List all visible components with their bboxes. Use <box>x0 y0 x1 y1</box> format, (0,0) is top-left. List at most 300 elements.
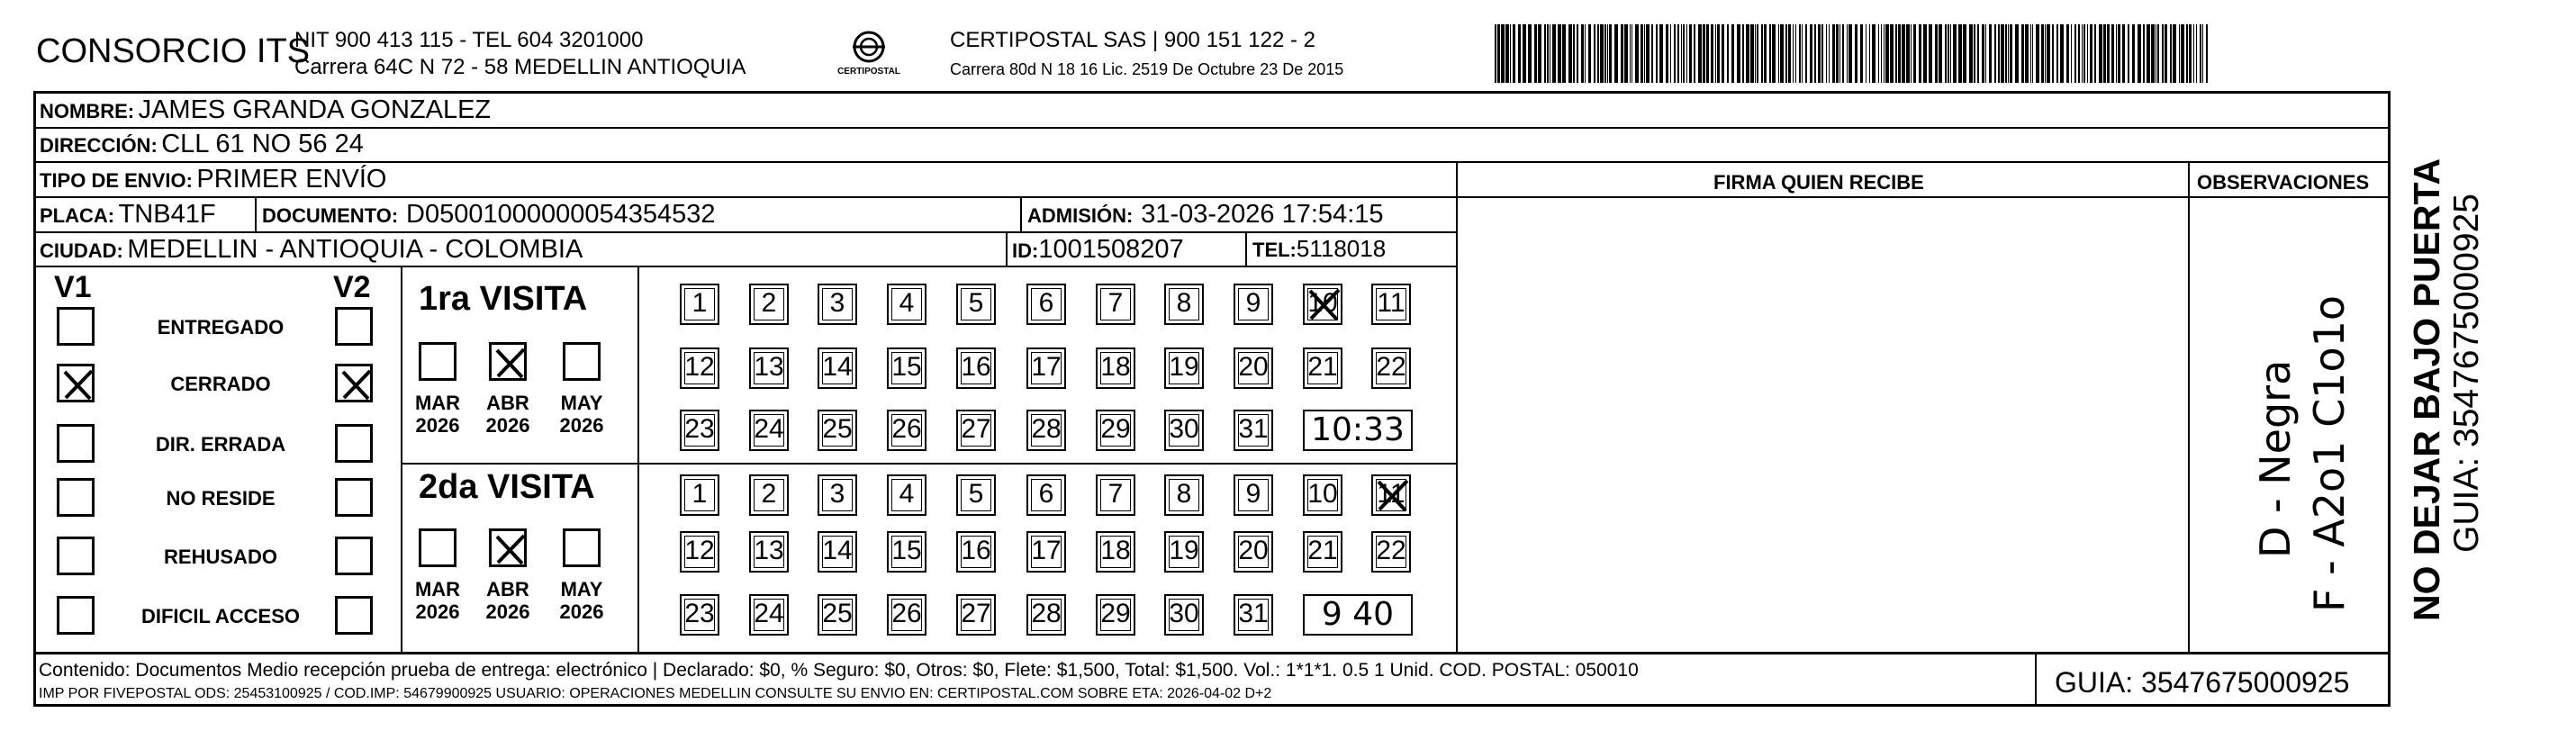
observacion-handwritten-1: D - Negra <box>2251 359 2300 558</box>
barcode-bar <box>1969 24 1973 83</box>
direccion-value: CLL 61 NO 56 24 <box>161 130 364 158</box>
visit2-days-day-3[interactable]: 3 <box>818 474 857 516</box>
barcode-bar <box>2116 24 2117 83</box>
barcode-bar <box>1769 24 1771 83</box>
visit2-days-day-21[interactable]: 21 <box>1303 531 1342 573</box>
company-address: Carrera 64C N 72 - 58 MEDELLIN ANTIOQUIA <box>294 55 746 79</box>
x-mark-icon <box>492 345 529 383</box>
barcode-bar <box>1902 24 1905 83</box>
barcode-bar <box>1911 24 1912 83</box>
barcode-bar <box>1621 24 1623 83</box>
x-mark-icon <box>492 531 529 569</box>
visit2-days-day-31[interactable]: 31 <box>1234 594 1273 636</box>
visit2-days-day-6[interactable]: 6 <box>1026 474 1066 516</box>
visit2-days-day-8[interactable]: 8 <box>1164 474 1204 516</box>
visit2-days-day-30[interactable]: 30 <box>1164 594 1204 636</box>
barcode-bar <box>2162 24 2164 83</box>
barcode-bar <box>1948 24 1949 83</box>
status-label-4: REHUSADO <box>164 546 277 568</box>
barcode-bar <box>1842 24 1844 83</box>
barcode-bar <box>2052 24 2054 83</box>
barcode-bar <box>1793 24 1794 83</box>
barcode-bar <box>1826 24 1827 83</box>
visit2-days-day-26[interactable]: 26 <box>887 594 926 636</box>
barcode-bar <box>1890 24 1894 83</box>
barcode-bar <box>1848 24 1852 83</box>
barcode-bar <box>2010 24 2012 83</box>
documento-value: D05001000000054354532 <box>406 200 716 229</box>
v1-checkbox-0[interactable] <box>57 307 95 346</box>
barcode-bar <box>1898 24 1901 83</box>
barcode-bar <box>1544 24 1546 83</box>
barcode-bar <box>1624 24 1628 83</box>
barcode-bar <box>1958 24 1962 83</box>
barcode-bar <box>2066 24 2069 83</box>
barcode-bar <box>1742 24 1744 83</box>
barcode-bar <box>1935 24 1938 83</box>
barcode-bar <box>1860 24 1863 83</box>
visit2-days-day-1[interactable]: 1 <box>680 474 719 516</box>
barcode-bar <box>1929 24 1932 83</box>
barcode-bar <box>2005 24 2007 83</box>
visit2-title: 2da VISITA <box>419 468 595 506</box>
visit1-months-label-1: ABR 2026 <box>485 392 530 438</box>
visit1-days-day-31[interactable]: 31 <box>1234 410 1273 451</box>
nombre-row: NOMBRE: JAMES GRANDA GONZALEZ <box>40 95 492 124</box>
footer-content: Contenido: Documentos Medio recepción prueba de entrega: electrónico | Declarado: $0, % Seguro: $0, Otros: $0, Flete: $1,500, Total: $1,500. Vol.: 1*1*1. 0.5 1 Unid. COD. POSTAL: 050010 <box>39 660 1639 681</box>
barcode-bar <box>1573 24 1575 83</box>
barcode-bar <box>1501 24 1505 83</box>
barcode-bar <box>2181 24 2184 83</box>
barcode-bar <box>1878 24 1879 83</box>
visit2-months-label-0: MAR 2026 <box>414 578 461 624</box>
barcode-bar <box>1836 24 1839 83</box>
id-row: ID:1001508207 <box>1012 235 1184 264</box>
barcode-bar <box>1761 24 1763 83</box>
barcode-bar <box>1982 24 1984 83</box>
v2-checkbox-0[interactable] <box>335 307 373 346</box>
barcode-bar <box>1659 24 1663 83</box>
visit2-days-day-12[interactable]: 12 <box>680 531 719 573</box>
visit2-months-checkbox-1[interactable] <box>489 528 527 567</box>
visit2-days-day-9[interactable]: 9 <box>1234 474 1273 516</box>
barcode-bar <box>1780 24 1784 83</box>
visit2-days-day-11[interactable]: 11 <box>1371 474 1411 516</box>
visit2-days-day-5[interactable]: 5 <box>956 474 996 516</box>
id-value: 1001508207 <box>1038 235 1184 264</box>
visit2-months-checkbox-0[interactable] <box>419 528 456 567</box>
x-mark-icon <box>1305 285 1344 325</box>
barcode-bar <box>2094 24 2096 83</box>
barcode-bar <box>1534 24 1537 83</box>
barcode-bar <box>1614 24 1618 83</box>
barcode-bar <box>2078 24 2080 83</box>
barcode-bar <box>1746 24 1749 83</box>
barcode-bar <box>1577 24 1578 83</box>
visit2-days-day-4[interactable]: 4 <box>887 474 926 516</box>
visit1-days-day-24[interactable]: 24 <box>749 410 789 451</box>
side-warning: NO DEJAR BAJO PUERTA <box>2406 158 2447 621</box>
barcode-bar <box>1656 24 1658 83</box>
barcode-bar <box>2103 24 2106 83</box>
barcode-bar <box>1919 24 1921 83</box>
barcode-bar <box>1814 24 1816 83</box>
firma-header: FIRMA QUIEN RECIBE <box>1713 171 1924 194</box>
barcode-bar <box>1885 24 1889 83</box>
barcode-bar <box>1764 24 1767 83</box>
barcode-bar <box>1994 24 1996 83</box>
barcode-bar <box>1923 24 1927 83</box>
placa-value: TNB41F <box>118 200 216 229</box>
visit1-days-day-25[interactable]: 25 <box>818 410 857 451</box>
v2-header: V2 <box>333 270 371 304</box>
barcode-bar <box>1689 24 1692 83</box>
barcode-bar <box>1635 24 1639 83</box>
barcode-bar <box>2189 24 2192 83</box>
barcode-bar <box>1872 24 1876 83</box>
barcode-bar <box>1683 24 1685 83</box>
visit2-days-day-28[interactable]: 28 <box>1026 594 1066 636</box>
barcode-bar <box>1523 24 1526 83</box>
barcode-bar <box>2032 24 2033 83</box>
barcode-bar <box>1847 24 1848 83</box>
tipo-envio-row: TIPO DE ENVIO: PRIMER ENVÍO <box>40 165 387 194</box>
visit1-days-day-10[interactable]: 10 <box>1303 284 1342 325</box>
barcode-bar <box>2074 24 2076 83</box>
visit2-days-day-20[interactable]: 20 <box>1234 531 1273 573</box>
carrier-name: CERTIPOSTAL SAS | 900 151 122 - 2 <box>950 28 1315 52</box>
barcode-bar <box>1810 24 1812 83</box>
visit2-days-day-24[interactable]: 24 <box>749 594 789 636</box>
side-guia: GUIA: 3547675000925 <box>2447 194 2486 553</box>
form-frame <box>33 91 2391 707</box>
barcode-bar <box>1631 24 1632 83</box>
barcode-bar <box>2008 24 2009 83</box>
barcode-bar <box>2056 24 2058 83</box>
barcode-bar <box>1717 24 1720 83</box>
barcode-bar <box>2186 24 2188 83</box>
barcode-bar <box>1906 24 1910 83</box>
visit1-days-day-26[interactable]: 26 <box>887 410 926 451</box>
barcode-bar <box>1513 24 1515 83</box>
carrier-address: Carrera 80d N 18 16 Lic. 2519 De Octubre 23 De 2015 <box>950 60 1344 78</box>
barcode-bar <box>1646 24 1650 83</box>
barcode-bar <box>1600 24 1604 83</box>
barcode-bar <box>1772 24 1776 83</box>
status-label-5: DIFICIL ACCESO <box>140 605 300 627</box>
barcode-bar <box>1609 24 1612 83</box>
tel-value: 5118018 <box>1296 235 1387 262</box>
v2-checkbox-4[interactable] <box>335 537 373 575</box>
barcode-bar <box>1757 24 1758 83</box>
barcode-bar <box>1641 24 1643 83</box>
certipostal-logo <box>833 27 905 81</box>
barcode-bar <box>1715 24 1716 83</box>
barcode-bar <box>1552 24 1556 83</box>
barcode-bar <box>2041 24 2044 83</box>
visit1-months-checkbox-0[interactable] <box>419 342 456 381</box>
barcode-bar <box>1681 24 1682 83</box>
visit1-days-day-13[interactable]: 13 <box>749 347 789 389</box>
visit1-days-day-15[interactable]: 15 <box>887 347 926 389</box>
barcode-bar <box>1799 24 1801 83</box>
status-label-2: DIR. ERRADA <box>155 433 286 456</box>
barcode-bar <box>1913 24 1916 83</box>
barcode-bar <box>2036 24 2039 83</box>
visit2-days-day-22[interactable]: 22 <box>1371 531 1411 573</box>
status-label-3: NO RESIDE <box>166 487 276 510</box>
barcode-bar <box>2082 24 2083 83</box>
visit2-days-day-16[interactable]: 16 <box>956 531 996 573</box>
status-label-0: ENTREGADO <box>157 316 285 338</box>
v1-checkbox-4[interactable] <box>57 537 95 575</box>
visit1-days-day-6[interactable]: 6 <box>1026 284 1066 325</box>
barcode-bar <box>1785 24 1787 83</box>
visit2-days-time-box[interactable]: 9 40 <box>1303 594 1413 636</box>
barcode-bar <box>1644 24 1645 83</box>
admision-row: ADMISIÓN: 31-03-2026 17:54:15 <box>1027 200 1384 229</box>
barcode-bar <box>2165 24 2167 83</box>
barcode-bar <box>1666 24 1668 83</box>
visit2-days-day-27[interactable]: 27 <box>956 594 996 636</box>
barcode-bar <box>1547 24 1549 83</box>
barcode-bar <box>2071 24 2072 83</box>
v1-checkbox-5[interactable] <box>57 596 95 635</box>
barcode-bar <box>1703 24 1705 83</box>
barcode-bar <box>1604 24 1606 83</box>
visit1-days-day-14[interactable]: 14 <box>818 347 857 389</box>
barcode-bar <box>2087 24 2088 83</box>
barcode-bar <box>1953 24 1957 83</box>
visit2-days-day-25[interactable]: 25 <box>818 594 857 636</box>
barcode-bar <box>1674 24 1676 83</box>
barcode-bar <box>2122 24 2125 83</box>
visit1-months-label-0: MAR 2026 <box>414 392 461 438</box>
visit2-days-day-18[interactable]: 18 <box>1096 531 1135 573</box>
barcode-bar <box>2193 24 2194 83</box>
barcode-bar <box>1594 24 1595 83</box>
visit1-months-checkbox-1[interactable] <box>489 342 527 381</box>
barcode-bar <box>2111 24 2114 83</box>
barcode-bar <box>1558 24 1561 83</box>
visit2-days-day-13[interactable]: 13 <box>749 531 789 573</box>
visit1-days-day-1[interactable]: 1 <box>680 284 719 325</box>
barcode-bar <box>2132 24 2135 83</box>
visit1-days-day-7[interactable]: 7 <box>1096 284 1135 325</box>
barcode-bar <box>1711 24 1713 83</box>
footer-meta: IMP POR FIVEPOSTAL ODS: 25453100925 / COD.IMP: 54679900925 USUARIO: OPERACIONES MEDELLIN CONSULTE SU ENVIO EN: CERTIPOSTAL.COM SOBRE ETA: 2026-04-02 D+2 <box>39 686 1272 701</box>
ciudad-row: CIUDAD: MEDELLIN - ANTIOQUIA - COLOMBIA <box>40 235 583 264</box>
visit1-days-day-23[interactable]: 23 <box>680 410 719 451</box>
barcode-bar <box>2143 24 2145 83</box>
visit1-days-day-8[interactable]: 8 <box>1164 284 1204 325</box>
barcode-bar <box>1788 24 1791 83</box>
barcode-bar <box>1495 24 1496 83</box>
observaciones-header: OBSERVACIONES <box>2197 171 2370 194</box>
barcode-bar <box>1731 24 1734 83</box>
barcode-bar <box>1698 24 1702 83</box>
barcode-bar <box>1950 24 1951 83</box>
visit1-days-day-20[interactable]: 20 <box>1234 347 1273 389</box>
v2-checkbox-3[interactable] <box>335 478 373 517</box>
barcode-bar <box>1562 24 1566 83</box>
visit2-days-day-19[interactable]: 19 <box>1164 531 1204 573</box>
barcode-bar <box>1510 24 1511 83</box>
barcode-bar <box>1670 24 1671 83</box>
barcode-bar <box>1805 24 1807 83</box>
barcode <box>1495 24 2215 83</box>
barcode-bar <box>2047 24 2050 83</box>
barcode-bar <box>2021 24 2024 83</box>
barcode-bar <box>1998 24 2000 83</box>
visit2-days-day-14[interactable]: 14 <box>818 531 857 573</box>
placa-row: PLACA: TNB41F <box>40 200 216 229</box>
visit1-title: 1ra VISITA <box>419 280 588 318</box>
barcode-bar <box>1818 24 1821 83</box>
visit1-days-day-11[interactable]: 11 <box>1371 284 1411 325</box>
visit1-days-day-18[interactable]: 18 <box>1096 347 1135 389</box>
barcode-bar <box>1585 24 1586 83</box>
visit1-days-day-29[interactable]: 29 <box>1096 410 1135 451</box>
barcode-bar <box>1497 24 1500 83</box>
tel-row: TEL:5118018 <box>1252 235 1387 262</box>
barcode-bar <box>2147 24 2150 83</box>
barcode-bar <box>1985 24 1986 83</box>
v2-checkbox-1[interactable] <box>335 364 373 402</box>
x-mark-icon <box>59 366 97 404</box>
barcode-bar <box>1581 24 1584 83</box>
v1-checkbox-2[interactable] <box>57 424 95 463</box>
ciudad-value: MEDELLIN - ANTIOQUIA - COLOMBIA <box>127 235 583 264</box>
barcode-bar <box>1963 24 1966 83</box>
x-mark-icon <box>338 366 375 404</box>
company-name: CONSORCIO ITS <box>36 32 311 70</box>
barcode-bar <box>1977 24 1979 83</box>
visit2-months-checkbox-2[interactable] <box>563 528 601 567</box>
barcode-bar <box>1528 24 1532 83</box>
v2-checkbox-5[interactable] <box>335 596 373 635</box>
barcode-bar <box>2157 24 2159 83</box>
visit1-days-day-9[interactable]: 9 <box>1234 284 1273 325</box>
barcode-bar <box>2118 24 2120 83</box>
barcode-bar <box>1677 24 1679 83</box>
status-label-1: CERRADO <box>170 373 271 395</box>
barcode-bar <box>2090 24 2092 83</box>
barcode-bar <box>2099 24 2102 83</box>
barcode-bar <box>1755 24 1756 83</box>
visit1-days-day-28[interactable]: 28 <box>1026 410 1066 451</box>
barcode-bar <box>1568 24 1572 83</box>
barcode-bar <box>1505 24 1509 83</box>
visit1-days-day-3[interactable]: 3 <box>818 284 857 325</box>
barcode-bar <box>2202 24 2203 83</box>
visit1-days-day-21[interactable]: 21 <box>1303 347 1342 389</box>
barcode-bar <box>1821 24 1823 83</box>
barcode-bar <box>2173 24 2176 83</box>
barcode-bar <box>2206 24 2208 83</box>
barcode-bar <box>1694 24 1695 83</box>
visit1-days-day-19[interactable]: 19 <box>1164 347 1204 389</box>
visit1-months-label-2: MAY 2026 <box>559 392 604 438</box>
visit1-days-day-27[interactable]: 27 <box>956 410 996 451</box>
v2-checkbox-2[interactable] <box>335 424 373 463</box>
visit1-days-day-16[interactable]: 16 <box>956 347 996 389</box>
barcode-bar <box>1945 24 1947 83</box>
admision-value: 31-03-2026 17:54:15 <box>1141 200 1384 229</box>
visit1-days-day-30[interactable]: 30 <box>1164 410 1204 451</box>
visit1-days-day-22[interactable]: 22 <box>1371 347 1411 389</box>
v1-checkbox-1[interactable] <box>57 364 95 402</box>
barcode-bar <box>1855 24 1857 83</box>
visit2-days-day-2[interactable]: 2 <box>749 474 789 516</box>
barcode-bar <box>1884 24 1885 83</box>
barcode-bar <box>1651 24 1653 83</box>
barcode-bar <box>1597 24 1599 83</box>
barcode-bar <box>2001 24 2004 83</box>
barcode-bar <box>2179 24 2180 83</box>
barcode-bar <box>2060 24 2064 83</box>
barcode-bar <box>2015 24 2019 83</box>
visit2-days-day-10[interactable]: 10 <box>1303 474 1342 516</box>
barcode-bar <box>2151 24 2155 83</box>
visit1-days-day-12[interactable]: 12 <box>680 347 719 389</box>
visit1-days-day-5[interactable]: 5 <box>956 284 996 325</box>
company-nit-tel: NIT 900 413 115 - TEL 604 3201000 <box>294 28 644 52</box>
nombre-value: JAMES GRANDA GONZALEZ <box>138 95 492 124</box>
barcode-bar <box>1974 24 1975 83</box>
v1-checkbox-3[interactable] <box>57 478 95 517</box>
tipo-envio-value: PRIMER ENVÍO <box>196 165 387 194</box>
visit2-days-day-23[interactable]: 23 <box>680 594 719 636</box>
barcode-bar <box>1881 24 1882 83</box>
barcode-bar <box>1588 24 1591 83</box>
visit1-days-time-box[interactable]: 10:33 <box>1303 410 1413 451</box>
visit2-days-day-29[interactable]: 29 <box>1096 594 1135 636</box>
barcode-bar <box>2170 24 2172 83</box>
visit2-days-day-7[interactable]: 7 <box>1096 474 1135 516</box>
barcode-bar <box>2128 24 2129 83</box>
visit1-days-day-2[interactable]: 2 <box>749 284 789 325</box>
visit2-months-label-1: ABR 2026 <box>485 578 530 624</box>
visit1-days-day-17[interactable]: 17 <box>1026 347 1066 389</box>
barcode-bar <box>1538 24 1541 83</box>
barcode-bar <box>1722 24 1724 83</box>
documento-row: DOCUMENTO: D05001000000054354532 <box>262 200 716 229</box>
barcode-bar <box>1895 24 1897 83</box>
visit2-days-day-15[interactable]: 15 <box>887 531 926 573</box>
x-mark-icon <box>1373 476 1413 516</box>
visit2-months-label-2: MAY 2026 <box>559 578 604 624</box>
visit1-days-day-4[interactable]: 4 <box>887 284 926 325</box>
barcode-bar <box>1686 24 1687 83</box>
barcode-bar <box>2030 24 2031 83</box>
direccion-row: DIRECCIÓN: CLL 61 NO 56 24 <box>40 130 364 158</box>
barcode-bar <box>1630 24 1631 83</box>
barcode-bar <box>2045 24 2046 83</box>
barcode-bar <box>2138 24 2141 83</box>
barcode-bar <box>1869 24 1870 83</box>
barcode-bar <box>1939 24 1942 83</box>
svg-text:CERTIPOSTAL: CERTIPOSTAL <box>837 67 900 77</box>
visit1-months-checkbox-2[interactable] <box>563 342 601 381</box>
observacion-handwritten-2: F - A2o1 C1o1o <box>2305 294 2354 612</box>
barcode-bar <box>1802 24 1803 83</box>
visit2-days-day-17[interactable]: 17 <box>1026 531 1066 573</box>
barcode-bar <box>1518 24 1521 83</box>
barcode-bar <box>1706 24 1709 83</box>
barcode-bar <box>1839 24 1840 83</box>
barcode-bar <box>2107 24 2110 83</box>
